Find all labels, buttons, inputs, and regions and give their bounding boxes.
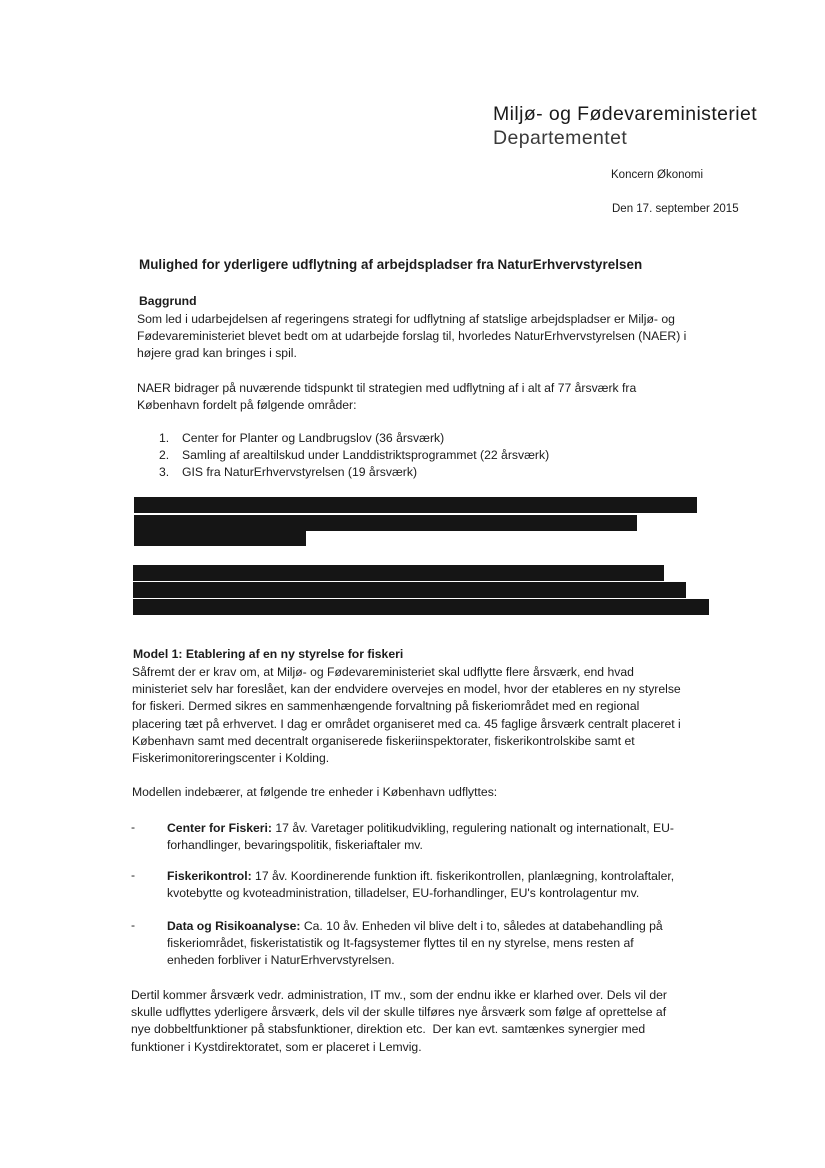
list-item: [159, 465, 659, 481]
baggrund-paragraph-2: NAER bidrager på nuværende tidspunkt til strategien med udflytning af i alt af 77 årsværk fra København fordelt på følgende områder:: [137, 381, 637, 413]
model1-paragraph-2: Modellen indebærer, at følgende tre enheder i København udflyttes:: [132, 785, 498, 799]
bullet-continuation: forhandlinger, bevaringspolitik, fiskeriaftaler mv.: [167, 838, 423, 852]
list-item: [159, 448, 659, 464]
document-date: Den 17. september 2015: [612, 203, 739, 215]
unit-name: Koncern Økonomi: [611, 169, 704, 181]
redaction-bar: [134, 497, 697, 513]
bullet-name: Data og Risikoanalyse:: [167, 919, 301, 933]
bullet-name: Fiskerikontrol:: [167, 869, 252, 883]
bullet-line-1: 17 åv. Varetager politikudvikling, regulering nationalt og internationalt, EU-: [271, 821, 674, 835]
redaction-bar: [133, 582, 686, 598]
list-item: [159, 431, 659, 447]
ministry-name: Miljø- og Fødevareministeriet: [493, 103, 758, 125]
bullet-continuation: fiskeriområdet, fiskeristatistik og It-fagsystemer flyttes til en ny styrelse, mens resten af enheden forbliver i NaturErhvervstyrelsen.: [167, 936, 634, 968]
model1-paragraph-3: Dertil kommer årsværk vedr. administration, IT mv., som der endnu ikke er klarhed over. Dels vil der skulle udflyttes yderligere årsværk, dels vil der skulle tilføres nye årsværk som følge af oprettelse af nye dobbeltfunktioner på stabsfunktioner, direktion etc. Der kan evt. samtænkes synergier med funktioner i Kystdirektoratet, som er placeret i Lemvig.: [131, 988, 667, 1054]
redaction-bar: [133, 599, 709, 615]
section-heading-model-1: Model 1: Etablering af en ny styrelse for fiskeri: [133, 647, 404, 661]
bullet-item-data-og-risikoanalyse: [167, 918, 663, 935]
list-item-number: 1.: [159, 431, 170, 445]
list-item-text: GIS fra NaturErhvervstyrelsen (19 årsværk): [182, 465, 418, 479]
model1-paragraph-1: Såfremt der er krav om, at Miljø- og Fødevareministeriet skal udflytte flere årsværk, end hvad ministeriet selv har foreslået, kan der endvidere overvejes en model, hvor der etableres en ny styrelse for fiskeri. Dermed sikres en sammenhængende forvaltning på fiskeriområdet med en regional placering tæt på erhvervet. I dag er området organiseret med ca. 45 faglige årsværk centralt placeret i København samt med decentralt organiserede fiskeriinspektorater, fiskerikontrolskibe samt et Fiskerimonitoreringscenter i Kolding.: [132, 665, 681, 766]
bullet-dash: -: [131, 868, 136, 882]
redaction-bar: [133, 565, 664, 581]
redaction-bar: [134, 515, 637, 531]
department-name: Departementet: [493, 127, 628, 149]
bullet-dash: -: [131, 918, 136, 932]
list-item-text: Samling af arealtilskud under Landdistriktsprogrammet (22 årsværk): [182, 448, 550, 462]
bullet-line-1: Ca. 10 åv. Enheden vil blive delt i to, således at databehandling på: [300, 919, 663, 933]
list-item-number: 2.: [159, 448, 170, 462]
bullet-dash: -: [131, 820, 136, 834]
bullet-item-center-for-fiskeri: [167, 820, 674, 837]
list-item-number: 3.: [159, 465, 170, 479]
document-title: Mulighed for yderligere udflytning af arbejdspladser fra NaturErhvervstyrelsen: [139, 257, 643, 272]
bullet-name: Center for Fiskeri:: [167, 821, 272, 835]
section-heading-baggrund: Baggrund: [139, 294, 197, 308]
baggrund-paragraph-1: Som led i udarbejdelsen af regeringens strategi for udflytning af statslige arbejdspladser er Miljø- og Fødevareministeriet blevet bedt om at udarbejde forslag til, hvorledes NaturErhvervstyrelsen (NAER) i højere grad kan bringes i spil.: [137, 312, 687, 361]
list-item-text: Center for Planter og Landbrugslov (36 årsværk): [182, 431, 445, 445]
bullet-item-fiskerikontrol: [167, 868, 674, 885]
redaction-bar: [134, 531, 306, 546]
bullet-continuation: kvotebytte og kvoteadministration, tilladelser, EU-forhandlinger, EU's kontrolagentur mv.: [167, 886, 640, 900]
bullet-line-1: 17 åv. Koordinerende funktion ift. fiskerikontrollen, planlægning, kontrolaftaler,: [251, 869, 675, 883]
